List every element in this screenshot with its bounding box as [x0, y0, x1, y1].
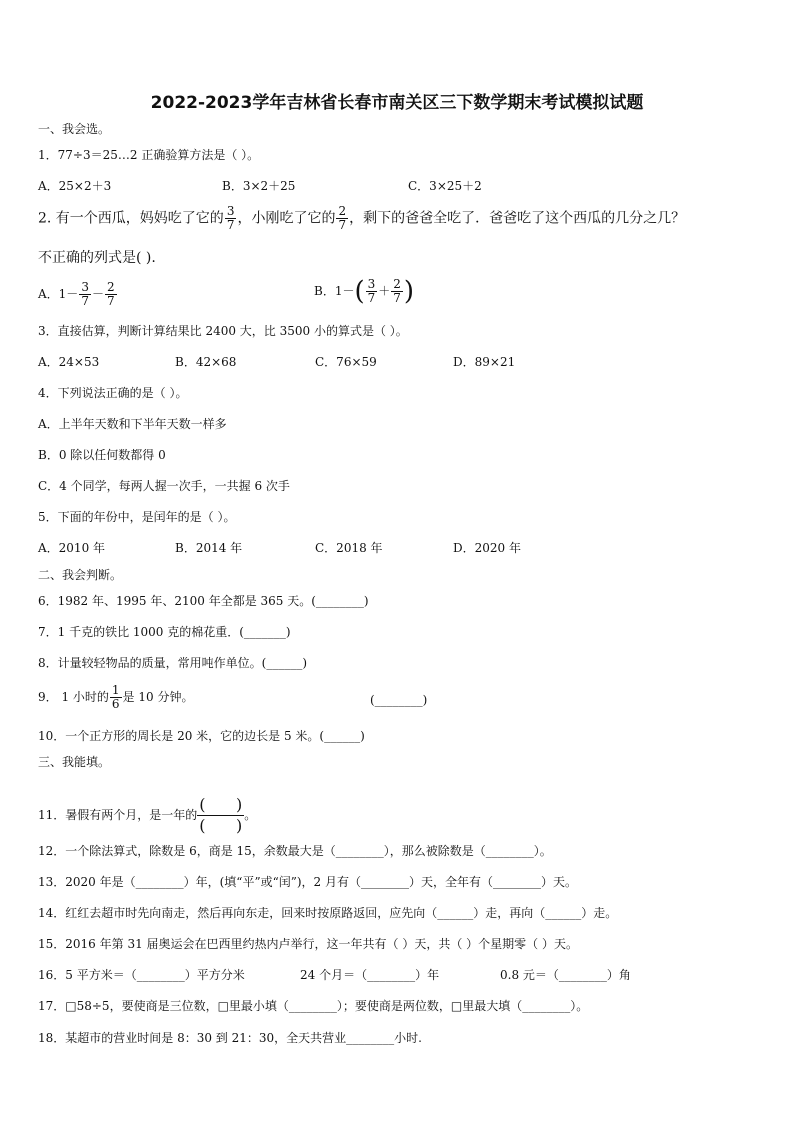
q2-option-a-fraction-1 [79, 281, 91, 308]
q9-text-1: 9． 1 小时的 [38, 690, 109, 704]
question-15: 15．2016 年第 31 届奥运会在巴西里约热内卢举行，这一年共有（ ）天，共（ ）个星期零（ ）天。 [38, 937, 578, 951]
q5-option-c[interactable]: C．2018 年 [315, 541, 383, 555]
q2-b-f1-numerator: 3 [367, 277, 376, 291]
q2-option-b-fraction-2 [391, 278, 403, 305]
question-6: 6．1982 年、1995 年、2100 年全都是 365 天。(________) [38, 594, 369, 608]
q2-option-a-label: A．1－ [38, 287, 79, 301]
page-title: 2022-2023学年吉林省长春市南关区三下数学期末考试模拟试题 [150, 93, 644, 113]
q2-a-f2-denominator: 7 [106, 294, 115, 308]
q3-option-d[interactable]: D．89×21 [453, 355, 516, 369]
q9-fraction [110, 684, 122, 711]
q11-denominator-blank[interactable]: ( ) [199, 816, 243, 835]
section-heading-1: 一、我会选。 [38, 122, 111, 136]
q4-option-c[interactable]: C．4 个同学，每两人握一次手，一共握 6 次手 [38, 479, 290, 493]
q2-a-f1-denominator: 7 [81, 294, 89, 308]
q5-option-d[interactable]: D．2020 年 [453, 541, 521, 555]
q3-option-a[interactable]: A．24×53 [38, 355, 100, 369]
q1-option-b[interactable]: B．3×2＋25 [222, 179, 296, 193]
question-12: 12．一个除法算式，除数是 6，商是 15，余数最大是（________），那么被除数是（________）。 [38, 844, 552, 858]
q2-fraction-1 [225, 205, 237, 232]
q5-option-b[interactable]: B．2014 年 [175, 541, 243, 555]
section-heading-3: 三、我能填。 [38, 755, 111, 769]
q11-text-2: 。 [244, 808, 257, 822]
question-7: 7．1 千克的铁比 1000 克的棉花重．(_______) [38, 625, 291, 639]
q11-text-1: 11．暑假有两个月，是一年的 [38, 808, 198, 822]
question-4: 4．下列说法正确的是（ ）。 [38, 386, 188, 400]
q4-option-a[interactable]: A．上半年天数和下半年天数一样多 [38, 417, 227, 431]
q9-fraction-numerator: 1 [111, 683, 120, 697]
question-8: 8．计量较轻物品的质量，常用吨作单位。(______) [38, 656, 307, 670]
question-9 [38, 684, 193, 711]
q2-b-f2-denominator: 7 [393, 291, 401, 305]
q3-option-b[interactable]: B．42×68 [175, 355, 237, 369]
question-5: 5．下面的年份中，是闰年的是（ ）。 [38, 510, 236, 524]
q2-text-3: ，剩下的爸爸全吃了．爸爸吃了这个西瓜的几分之几？ [349, 210, 686, 227]
q11-numerator-blank[interactable]: ( ) [199, 795, 243, 814]
question-13: 13．2020 年是（________）年，(填“平”或“闰”)，2 月有（________）天，全年有（________）天。 [38, 875, 577, 889]
q9-answer-blank[interactable]: (________) [370, 693, 428, 707]
question-17: 17．□58÷5，要使商是三位数，□里最小填（________）；要使商是两位数，□里最大填（________）。 [38, 999, 589, 1013]
q2-text-1: 2. 有一个西瓜，妈妈吃了它的 [38, 210, 224, 227]
q5-option-a[interactable]: A．2010 年 [38, 541, 106, 555]
q3-option-c[interactable]: C．76×59 [315, 355, 377, 369]
q2-b-f1-denominator: 7 [367, 291, 376, 305]
question-1: 1．77÷3＝25…2 正确验算方法是（ ）。 [38, 148, 260, 162]
q4-option-b[interactable]: B．0 除以任何数都得 0 [38, 448, 166, 462]
q9-fraction-denominator: 6 [111, 697, 120, 711]
q2-fraction-1-numerator: 3 [226, 204, 235, 218]
q2-option-b-right-paren: ) [403, 276, 415, 307]
q2-fraction-2-numerator: 2 [338, 204, 347, 218]
question-10: 10．一个正方形的周长是 20 米，它的边长是 5 米。(______) [38, 729, 365, 743]
q2-option-a-fraction-2 [105, 281, 117, 308]
q2-option-b-plus: ＋ [378, 284, 391, 298]
q2-option-b[interactable] [314, 278, 414, 305]
q2-a-f2-numerator: 2 [106, 280, 115, 294]
q2-option-a-minus: － [91, 287, 104, 301]
q2-option-b-label: B．1－ [314, 284, 355, 298]
q11-fraction-blank[interactable] [197, 795, 244, 836]
q2-a-f1-numerator: 3 [81, 280, 89, 294]
q2-fraction-1-denominator: 7 [226, 218, 235, 232]
q2-fraction-2 [336, 205, 348, 232]
q2-b-f2-numerator: 2 [393, 277, 401, 291]
question-11 [38, 795, 256, 836]
question-18: 18．某超市的营业时间是 8：30 到 21：30，全天共营业________小时. [38, 1031, 422, 1045]
q2-option-a[interactable] [38, 281, 118, 308]
q2-fraction-2-denominator: 7 [338, 218, 347, 232]
question-16-part-b: 24 个月＝（________）年 [300, 968, 440, 982]
q2-option-b-left-paren: ( [354, 276, 365, 307]
q9-text-2: 是 10 分钟。 [122, 690, 194, 704]
question-3: 3．直接估算，判断计算结果比 2400 大，比 3500 小的算式是（ ）。 [38, 324, 408, 338]
question-2-line-2: 不正确的列式是( ). [38, 250, 156, 266]
question-16-part-c: 0.8 元＝（________）角 [500, 968, 631, 982]
section-heading-2: 二、我会判断。 [38, 568, 123, 582]
q2-text-2: ，小刚吃了它的 [237, 210, 336, 227]
question-2 [38, 205, 685, 232]
question-16-part-a: 16．5 平方米＝（________）平方分米 [38, 968, 245, 982]
q1-option-a[interactable]: A．25×2＋3 [38, 179, 112, 193]
question-14: 14．红红去超市时先向南走，然后再向东走，回来时按原路返回，应先向（______）走，再向（______）走。 [38, 906, 618, 920]
q2-option-b-fraction-1 [366, 278, 378, 305]
q1-option-c[interactable]: C．3×25＋2 [408, 179, 482, 193]
